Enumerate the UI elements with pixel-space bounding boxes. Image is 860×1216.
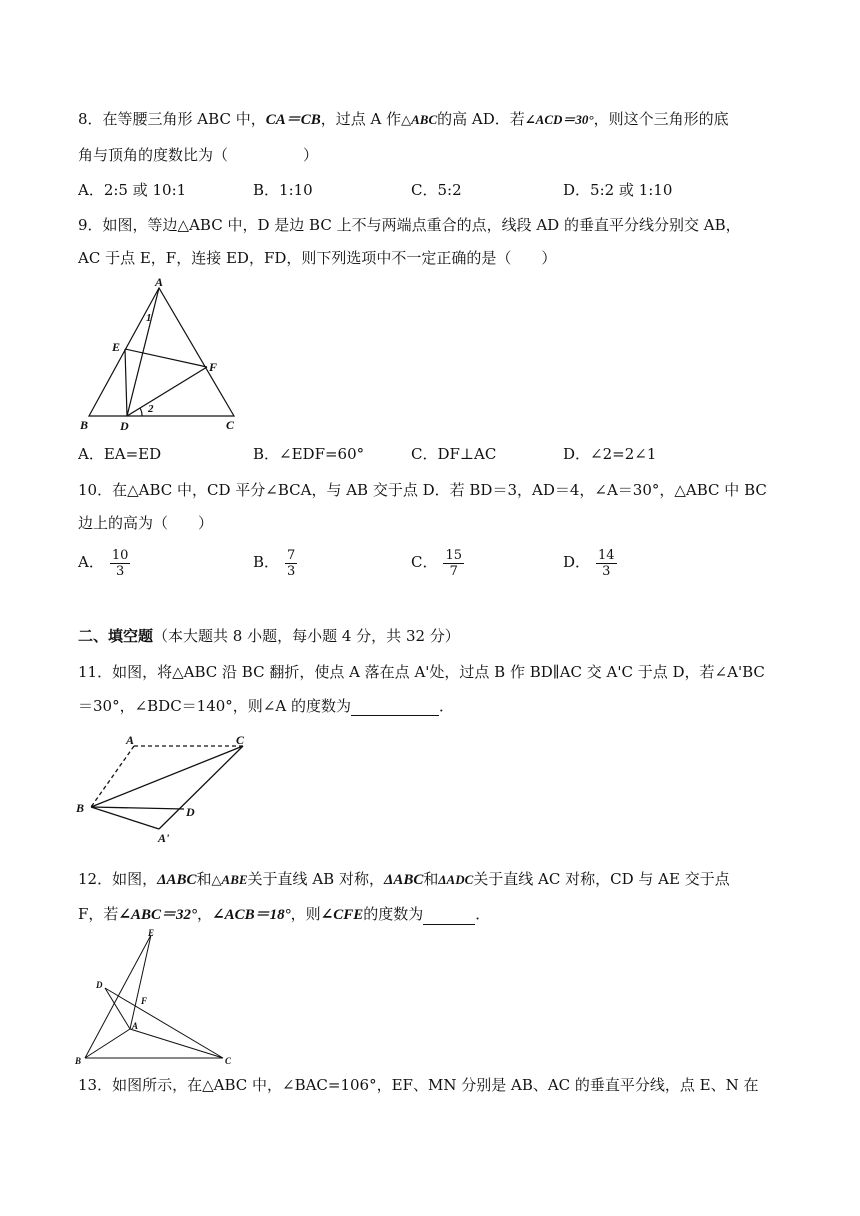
q9-label-a: A: [155, 275, 164, 289]
q8-text-d: ，则这个三角形的底: [593, 110, 729, 128]
q8-option-b: B．1:10: [253, 181, 313, 199]
q9-line1: 9．如图，等边△ABC 中，D 是边 BC 上不与两端点重合的点，线段 AD 的垂直平分线分别交 AB，: [78, 216, 741, 234]
q10-option-c-fraction: [443, 548, 464, 579]
q8-eq-ca-cb: CA＝CB: [265, 112, 321, 128]
q12-text-f: F，若: [78, 905, 119, 923]
q9-label-d: D: [120, 419, 129, 433]
q12-answer-blank: [423, 908, 475, 925]
q11-label-a-prime: A': [158, 831, 170, 845]
q12-angle-acb: ∠ACB＝18°: [212, 907, 291, 923]
q9-label-c: C: [226, 418, 235, 432]
q12-tri-3: ΔABC: [383, 872, 424, 888]
q10-option-a: [78, 544, 130, 580]
q9-label-f: F: [209, 360, 218, 374]
q12-text-a: 12．如图，: [78, 870, 158, 888]
q12-label-d: D: [96, 980, 103, 990]
q9-option-c: C．DF⊥AC: [411, 445, 497, 463]
section-heading: [78, 626, 460, 646]
q10-option-c-label: C．: [411, 553, 438, 571]
q8-text-b: ，过点 A 作: [320, 110, 402, 128]
q12-text-h: ，则: [290, 905, 321, 923]
q10-option-a-label: A．: [78, 553, 104, 571]
fraction-numerator: 15: [445, 547, 463, 563]
q9-label-angle1: 1: [146, 312, 152, 324]
q10-line2: 边上的高为（ ）: [78, 514, 214, 532]
q12-label-e: E: [148, 928, 155, 938]
q8-angle-acd: ∠ACD＝30°: [524, 112, 594, 127]
fraction-numerator: 14: [598, 547, 615, 563]
q8-option-c: C．5:2: [411, 181, 462, 199]
q10-option-d-fraction: [596, 548, 617, 579]
q8-option-d: D．5:2 或 1:10: [563, 181, 673, 199]
fraction-denominator: 7: [449, 563, 458, 579]
q8-line2: 角与顶角的度数比为（ ）: [78, 146, 319, 164]
q11-label-b: B: [76, 801, 85, 815]
q11-line2: [78, 696, 454, 716]
q10-option-b-fraction: [285, 548, 297, 579]
fraction-numerator: 10: [111, 547, 129, 563]
q9-option-a: A．EA=ED: [78, 445, 162, 463]
q12-tri-4: ΔADC: [438, 872, 474, 887]
fraction-denominator: 3: [602, 563, 611, 579]
q12-text-e: 关于直线 AC 对称，CD 与 AE 交于点: [473, 870, 730, 888]
q12-text-g: ，: [197, 905, 213, 923]
q12-label-c: C: [225, 1056, 232, 1066]
q11-figure: [74, 732, 259, 847]
q9-label-b: B: [80, 418, 89, 432]
q10-option-b-label: B．: [253, 553, 280, 571]
q12-label-f: F: [141, 996, 148, 1006]
q12-text-b: 和: [196, 870, 212, 888]
q12-figure: [74, 928, 244, 1066]
q12-text-i: 的度数为: [363, 905, 424, 923]
q10-option-c: [411, 544, 464, 580]
q8-option-a: A．2:5 或 10:1: [78, 181, 187, 199]
q9-option-b: B．∠EDF=60°: [253, 445, 365, 463]
q11-line1: 11．如图，将△ABC 沿 BC 翻折，使点 A 落在点 A'处，过点 B 作 BD∥AC 交 A'C 于点 D，若∠A'BC: [78, 663, 765, 681]
q9-line2: AC 于点 E，F，连接 ED，FD，则下列选项中不一定正确的是（ ）: [78, 249, 557, 267]
fraction-denominator: 3: [287, 563, 296, 579]
q12-line1: [78, 869, 730, 890]
q9-option-d: D．∠2=2∠1: [563, 445, 657, 463]
q12-label-b: B: [75, 1056, 82, 1066]
q11-label-d: D: [186, 805, 195, 819]
q9-label-e: E: [112, 340, 121, 354]
q9-label-angle2: 2: [148, 403, 154, 415]
q8-tri-abc: △ABC: [401, 112, 438, 127]
q10-option-a-fraction: [110, 548, 131, 579]
q10-option-d: [563, 544, 617, 580]
fraction-numerator: 7: [287, 547, 296, 563]
q10-option-b: [253, 544, 297, 580]
q10-option-d-label: D．: [563, 553, 591, 571]
q8-text-a: 8．在等腰三角形 ABC 中，: [78, 110, 266, 128]
q12-text-d: 和: [423, 870, 439, 888]
q11-line2-text: ＝30°，∠BDC＝140°，则∠A 的度数为: [78, 697, 351, 715]
q10-line1: 10．在△ABC 中，CD 平分∠BCA，与 AB 交于点 D．若 BD＝3，AD＝4，∠A＝30°，△ABC 中 BC: [78, 481, 767, 499]
q8-text-c: 的高 AD．若: [437, 110, 525, 128]
fraction-denominator: 3: [115, 563, 125, 579]
q12-line2-end: ．: [475, 905, 491, 923]
q8-line1: [78, 109, 729, 130]
q13-line1: 13．如图所示，在△ABC 中，∠BAC=106°，EF、MN 分别是 AB、AC 的垂直平分线，点 E、N 在: [78, 1076, 759, 1094]
q11-answer-blank: [351, 699, 439, 716]
q12-angle-cfe: ∠CFE: [320, 907, 364, 923]
section-title: 二、填空题: [78, 627, 154, 645]
q12-label-a: A: [132, 1021, 139, 1031]
q11-line2-end: ．: [438, 697, 454, 715]
q11-label-a: A: [126, 733, 135, 747]
q11-label-c: C: [236, 733, 245, 747]
q12-text-c: 关于直线 AB 对称，: [247, 870, 384, 888]
q12-tri-2: △ABE: [211, 872, 248, 887]
q12-tri-1: ΔABC: [157, 872, 197, 888]
q9-figure: [78, 275, 248, 435]
q12-angle-abc: ∠ABC＝32°: [118, 907, 198, 923]
q12-line2: [78, 904, 490, 925]
section-desc: （本大题共 8 小题，每小题 4 分，共 32 分）: [153, 627, 460, 645]
